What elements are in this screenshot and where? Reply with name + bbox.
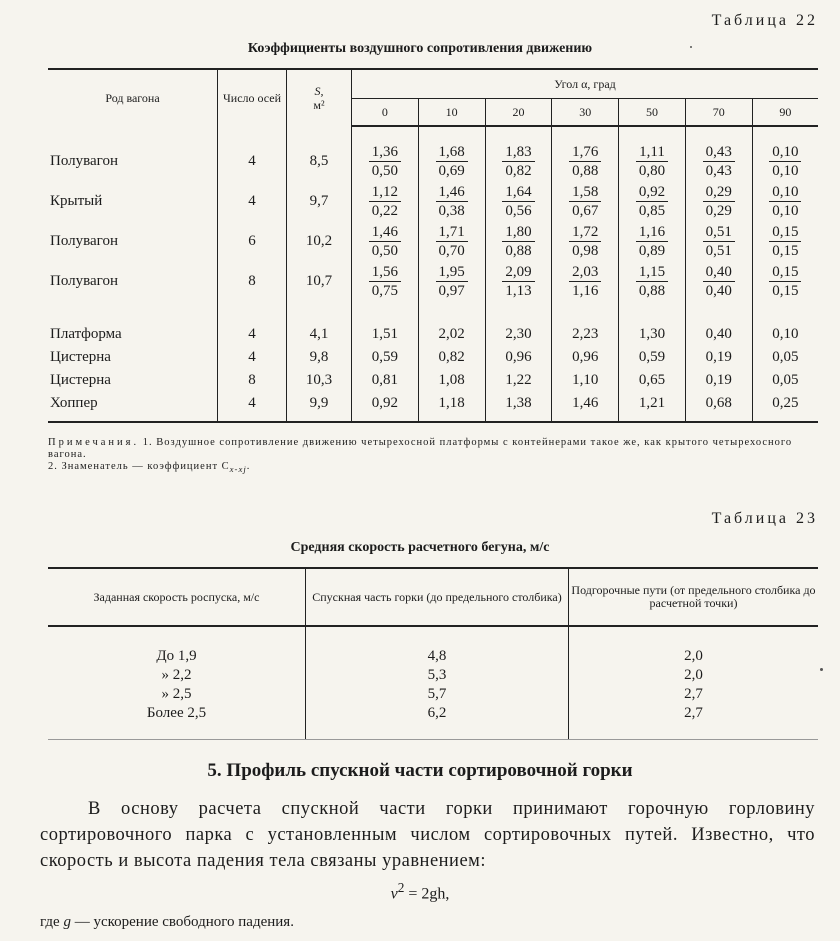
header-angle-value: 20 — [485, 99, 552, 127]
under-hump-speed-cell: 2,0 — [684, 648, 703, 664]
car-type-cell: Хоппер — [48, 392, 218, 422]
fraction — [636, 183, 668, 220]
area-cell: 10,7 — [287, 261, 352, 301]
table-row — [48, 141, 818, 181]
numerator: 1,16 — [636, 223, 668, 242]
header-angle: Угол α, град — [352, 69, 819, 99]
area-cell: 8,5 — [287, 141, 352, 181]
table-row — [48, 647, 818, 666]
denominator: 0,88 — [505, 242, 532, 259]
numerator: 2,09 — [502, 263, 534, 282]
fraction — [769, 183, 801, 220]
axles-cell: 4 — [218, 392, 287, 422]
coefficient-fraction-cell — [685, 261, 752, 301]
denominator: 0,97 — [438, 282, 465, 299]
denominator: 0,88 — [572, 162, 599, 179]
fraction — [502, 263, 534, 300]
area-cell: 9,9 — [287, 392, 352, 422]
denominator: 0,82 — [505, 162, 532, 179]
numerator: 0,40 — [703, 263, 735, 282]
fraction — [369, 263, 401, 300]
coefficient-cell: 0,05 — [772, 349, 799, 365]
numerator: 1,15 — [636, 263, 668, 282]
fraction — [502, 143, 534, 180]
header-area: S, м² — [287, 69, 352, 126]
table-row — [48, 704, 818, 723]
coefficient-fraction-cell — [619, 181, 686, 221]
fraction — [369, 143, 401, 180]
fraction — [569, 143, 601, 180]
descent-speed-cell: 5,7 — [306, 685, 569, 704]
section-paragraph: В основу расчета спускной части горки принимают горочную горловину сортировочного парка с установленным числом сортировочных путей. Известно, что скорость и высота падения тела связаны уравнением: — [40, 799, 815, 871]
header-angle-value: 30 — [552, 99, 619, 127]
coefficient-cell: 0,92 — [352, 392, 419, 422]
axles-cell: 4 — [218, 323, 287, 346]
denominator: 0,15 — [772, 282, 799, 299]
fraction — [436, 183, 468, 220]
car-type-cell: Цистерна — [48, 369, 218, 392]
note-2: 2. Знаменатель — коэффициент $C_{x-xj}$. — [48, 461, 251, 475]
denominator: 0,22 — [371, 202, 399, 219]
coefficient-fraction-cell — [352, 181, 419, 221]
car-type-cell: Полувагон — [48, 141, 218, 181]
fraction — [769, 143, 801, 180]
numerator: 1,11 — [636, 143, 668, 162]
coefficient-cell: 0,19 — [685, 346, 752, 369]
denominator: 0,38 — [438, 202, 465, 219]
denominator: 0,89 — [638, 242, 666, 259]
fraction — [369, 183, 401, 220]
axles-cell: 4 — [218, 141, 287, 181]
descent-speed-cell: 5,3 — [306, 666, 569, 685]
table-row — [48, 181, 818, 221]
header-under-hump-tracks: Подгорочные пути (от предельного столбика до расчетной точки) — [569, 568, 819, 626]
descent-speed-cell: 4,8 — [306, 647, 569, 666]
fraction — [703, 263, 735, 300]
under-hump-speed-cell: 2,7 — [684, 686, 703, 702]
car-type-cell: Цистерна — [48, 346, 218, 369]
fraction — [502, 223, 534, 260]
coefficient-cell: 1,18 — [418, 392, 485, 422]
coefficient-fraction-cell — [418, 181, 485, 221]
table-22-caption: Таблица 22 — [711, 12, 818, 29]
coefficient-cell: 2,23 — [552, 323, 619, 346]
numerator: 0,10 — [769, 143, 801, 162]
fraction — [369, 223, 401, 260]
fraction — [769, 223, 801, 260]
numerator: 1,46 — [369, 223, 401, 242]
denominator: 0,15 — [772, 242, 799, 259]
denominator: 1,13 — [505, 282, 532, 299]
coefficient-cell: 0,96 — [552, 346, 619, 369]
numerator: 0,15 — [769, 223, 801, 242]
fraction — [569, 263, 601, 300]
coefficient-cell: 1,08 — [418, 369, 485, 392]
coefficient-cell: 1,30 — [619, 323, 686, 346]
fraction — [569, 183, 601, 220]
header-angle-value: 70 — [685, 99, 752, 127]
numerator: 0,43 — [703, 143, 735, 162]
coefficient-cell: 2,30 — [485, 323, 552, 346]
numerator: 1,71 — [436, 223, 468, 242]
coefficient-cell: 1,21 — [619, 392, 686, 422]
area-cell: 10,3 — [287, 369, 352, 392]
numerator: 1,56 — [369, 263, 401, 282]
denominator: 0,10 — [772, 202, 799, 219]
numerator: 1,80 — [502, 223, 534, 242]
header-car-type: Род вагона — [48, 69, 218, 126]
coefficient-cell: 2,02 — [418, 323, 485, 346]
numerator: 0,15 — [769, 263, 801, 282]
coefficient-fraction-cell — [685, 141, 752, 181]
denominator: 0,40 — [705, 282, 732, 299]
coefficient-fraction-cell — [619, 141, 686, 181]
denominator: 1,16 — [572, 282, 599, 299]
coefficient-cell: 0,40 — [685, 323, 752, 346]
car-type-cell: Крытый — [48, 181, 218, 221]
fraction — [436, 143, 468, 180]
car-type-cell: Полувагон — [48, 221, 218, 261]
axles-cell: 8 — [218, 369, 287, 392]
coefficient-fraction-cell — [485, 181, 552, 221]
formula-explanation: где g — ускорение свободного падения. — [40, 914, 294, 930]
table-row — [48, 666, 818, 685]
car-type-cell: Платформа — [48, 323, 218, 346]
coefficient-fraction-cell — [685, 221, 752, 261]
header-axles: Число осей — [218, 69, 287, 126]
release-speed-cell: До 1,9 — [48, 647, 306, 666]
release-speed-cell: » 2,2 — [48, 666, 306, 685]
header-descent-part: Спускная часть горки (до предельного столбика) — [306, 568, 569, 626]
coefficient-fraction-cell — [619, 221, 686, 261]
runner-speed-table — [48, 567, 818, 740]
denominator: 0,85 — [638, 202, 666, 219]
coefficient-cell: 1,22 — [485, 369, 552, 392]
descent-speed-cell: 6,2 — [306, 704, 569, 723]
numerator: 1,72 — [569, 223, 601, 242]
coefficient-cell: 0,65 — [619, 369, 686, 392]
table-row — [48, 392, 818, 422]
section-heading: 5. Профиль спускной части сортировочной горки — [207, 760, 633, 781]
coefficient-fraction-cell — [552, 221, 619, 261]
coefficient-fraction-cell — [552, 181, 619, 221]
coefficient-fraction-cell — [752, 261, 818, 301]
header-angle-value: 50 — [619, 99, 686, 127]
numerator: 0,10 — [769, 183, 801, 202]
car-type-cell: Полувагон — [48, 261, 218, 301]
coefficient-fraction-cell — [752, 141, 818, 181]
numerator: 1,83 — [502, 143, 534, 162]
numerator: 1,58 — [569, 183, 601, 202]
numerator: 1,95 — [436, 263, 468, 282]
table-row — [48, 369, 818, 392]
table-22-title: Коэффициенты воздушного сопротивления движению — [247, 41, 593, 56]
coefficient-fraction-cell — [485, 221, 552, 261]
denominator: 0,70 — [438, 242, 465, 259]
denominator: 0,43 — [705, 162, 732, 179]
denominator: 0,69 — [438, 162, 465, 179]
numerator: 2,03 — [569, 263, 601, 282]
coefficient-fraction-cell — [418, 141, 485, 181]
table-row — [48, 685, 818, 704]
fraction — [636, 263, 668, 300]
coefficient-cell: 1,51 — [352, 323, 419, 346]
coefficient-cell: 0,82 — [418, 346, 485, 369]
air-resistance-table — [48, 68, 818, 423]
fraction — [703, 223, 735, 260]
numerator: 0,29 — [703, 183, 735, 202]
fraction — [636, 223, 668, 260]
coefficient-fraction-cell — [418, 261, 485, 301]
header-angle-value: 90 — [752, 99, 818, 127]
numerator: 1,12 — [369, 183, 401, 202]
coefficient-fraction-cell — [619, 261, 686, 301]
coefficient-cell: 1,10 — [552, 369, 619, 392]
paper-speck — [690, 46, 692, 48]
numerator: 0,51 — [703, 223, 735, 242]
formula: $v^2 = 2gh$, — [390, 880, 450, 903]
numerator: 1,76 — [569, 143, 601, 162]
table-row — [48, 261, 818, 301]
area-cell: 9,7 — [287, 181, 352, 221]
under-hump-speed-cell: 2,7 — [684, 705, 703, 721]
coefficient-cell: 0,19 — [685, 369, 752, 392]
coefficient-fraction-cell — [552, 141, 619, 181]
table-row — [48, 221, 818, 261]
coefficient-cell: 0,10 — [772, 326, 799, 342]
coefficient-fraction-cell — [752, 181, 818, 221]
coefficient-cell: 0,96 — [485, 346, 552, 369]
fraction — [703, 143, 735, 180]
coefficient-cell: 0,05 — [772, 372, 799, 388]
numerator: 1,46 — [436, 183, 468, 202]
denominator: 0,80 — [638, 162, 666, 179]
fraction — [436, 263, 468, 300]
header-angle-value: 10 — [418, 99, 485, 127]
fraction — [703, 183, 735, 220]
fraction — [502, 183, 534, 220]
area-cell: 10,2 — [287, 221, 352, 261]
coefficient-fraction-cell — [552, 261, 619, 301]
fraction — [769, 263, 801, 300]
denominator: 0,51 — [705, 242, 732, 259]
table-row — [48, 346, 818, 369]
coefficient-cell: 1,46 — [552, 392, 619, 422]
paper-speck — [820, 668, 823, 671]
numerator: 1,36 — [369, 143, 401, 162]
denominator: 0,50 — [371, 162, 399, 179]
fraction — [636, 143, 668, 180]
coefficient-cell: 0,68 — [685, 392, 752, 422]
header-angle-value: 0 — [352, 99, 419, 127]
area-cell: 9,8 — [287, 346, 352, 369]
axles-cell: 8 — [218, 261, 287, 301]
coefficient-fraction-cell — [352, 221, 419, 261]
under-hump-speed-cell: 2,0 — [684, 667, 703, 683]
area-cell: 4,1 — [287, 323, 352, 346]
axles-cell: 4 — [218, 346, 287, 369]
fraction — [569, 223, 601, 260]
release-speed-cell: Более 2,5 — [48, 704, 306, 723]
numerator: 1,64 — [502, 183, 534, 202]
coefficient-fraction-cell — [352, 261, 419, 301]
denominator: 0,67 — [572, 202, 599, 219]
coefficient-fraction-cell — [485, 261, 552, 301]
release-speed-cell: » 2,5 — [48, 685, 306, 704]
denominator: 0,56 — [505, 202, 532, 219]
denominator: 0,75 — [371, 282, 399, 299]
axles-cell: 4 — [218, 181, 287, 221]
coefficient-cell: 1,38 — [485, 392, 552, 422]
coefficient-cell: 0,59 — [352, 346, 419, 369]
coefficient-cell: 0,59 — [619, 346, 686, 369]
header-release-speed: Заданная скорость роспуска, м/с — [48, 568, 306, 626]
coefficient-fraction-cell — [418, 221, 485, 261]
coefficient-fraction-cell — [685, 181, 752, 221]
coefficient-fraction-cell — [352, 141, 419, 181]
fraction — [436, 223, 468, 260]
table-22-notes — [48, 437, 818, 475]
table-23-caption: Таблица 23 — [711, 510, 818, 527]
coefficient-cell: 0,81 — [352, 369, 419, 392]
note-1: 1. Воздушное сопротивление движению четырехосной платформы с контейнерами такое же, как крытого четырехосного вагона. — [48, 437, 793, 460]
denominator: 0,88 — [638, 282, 666, 299]
axles-cell: 6 — [218, 221, 287, 261]
table-23-title: Средняя скорость расчетного бегуна, м/с — [290, 540, 550, 555]
coefficient-cell: 0,25 — [752, 392, 818, 422]
numerator: 1,68 — [436, 143, 468, 162]
numerator: 0,92 — [636, 183, 668, 202]
denominator: 0,98 — [572, 242, 599, 259]
denominator: 0,10 — [772, 162, 799, 179]
table-row — [48, 323, 818, 346]
notes-label: Примечания. — [48, 437, 140, 448]
coefficient-fraction-cell — [752, 221, 818, 261]
coefficient-fraction-cell — [485, 141, 552, 181]
denominator: 0,29 — [705, 202, 732, 219]
denominator: 0,50 — [371, 242, 399, 259]
